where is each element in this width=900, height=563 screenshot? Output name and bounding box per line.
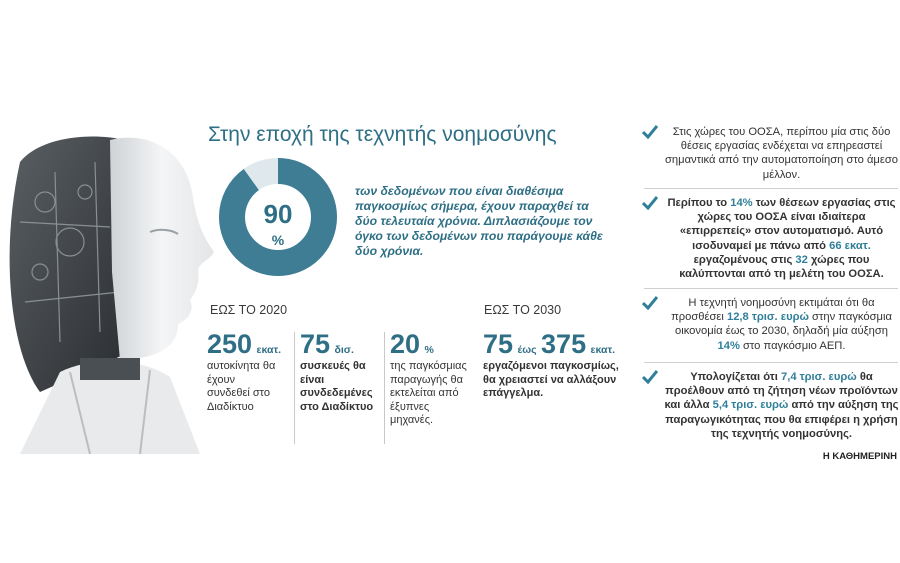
fact-highlight: 7,4 τρισ. ευρώ — [780, 371, 857, 383]
stat-devices — [300, 330, 382, 414]
divider — [384, 332, 385, 444]
stat-cars-unit: εκατ. — [256, 344, 282, 356]
fact-text-part: από την αύξηση της παραγωγικότητας που θα επιφέρει η χρήση της τεχνητής νοημοσύνης. — [665, 399, 899, 440]
fact-item — [642, 196, 900, 281]
fact-text-part: Υπολογίζεται ότι — [690, 371, 781, 383]
divider — [294, 332, 295, 444]
stat-workers-from: 75 — [483, 329, 514, 359]
donut-description: των δεδομένων που είναι διαθέσιμα παγκοσμίως σήμερα, έχουν παραχθεί τα δύο τελευταία χρόνια. Διπλασιάζουμε τον όγκο των δεδομένων που παράγουμε κάθε δύο χρόνια. — [355, 184, 603, 258]
period-2020-label: ΕΩΣ ΤΟ 2020 — [210, 303, 288, 317]
stat-cars-desc: αυτοκίνητα θα έχουν συνδεθεί στο Διαδίκτυο — [207, 360, 276, 413]
period-2030-label: ΕΩΣ ΤΟ 2030 — [484, 303, 562, 317]
stat-workers-desc: εργαζόμενοι παγκοσμίως, θα χρειαστεί να αλλάξουν επάγγελμα. — [483, 360, 619, 399]
fact-highlight: 14% — [717, 339, 740, 352]
stat-devices-value: 75 — [300, 329, 331, 359]
fact-text — [663, 370, 900, 441]
checkmark-icon — [642, 370, 658, 384]
fact-highlight: 14% — [730, 197, 753, 209]
stat-workers — [483, 330, 633, 401]
stat-cars — [207, 330, 287, 414]
fact-text-part: Περίπου το — [667, 197, 731, 209]
stat-production-value: 20 — [390, 329, 421, 359]
checkmark-icon — [642, 296, 658, 310]
stat-workers-unit: εκατ. — [590, 344, 616, 356]
fact-text-part: χώρες που καλύπτονται από τη μελέτη του ΟΟΣΑ. — [679, 253, 884, 281]
fact-text — [663, 196, 900, 281]
fact-text-part: εργαζομένους στις — [693, 253, 796, 266]
donut-unit: % — [271, 232, 285, 248]
fact-text — [663, 296, 900, 353]
fact-highlight: 66 εκατ. — [829, 239, 871, 252]
fact-item — [642, 370, 900, 441]
fact-highlight: 12,8 τρισ. ευρώ — [726, 311, 809, 324]
stat-cars-value: 250 — [207, 329, 253, 359]
robot-head-illustration — [0, 132, 215, 454]
donut-value: 90 — [263, 199, 293, 229]
fact-highlight: 32 — [795, 253, 808, 266]
fact-item — [642, 125, 900, 182]
stat-production-unit: % — [424, 344, 434, 356]
stat-production-desc: της παγκόσμιας παραγωγής θα εκτελείται από έξυπνες μηχανές. — [390, 360, 467, 426]
page-title: Στην εποχή της τεχνητής νοημοσύνης — [208, 123, 557, 146]
stat-devices-desc: συσκευές θα είναι συνδεδεμένες στο Διαδίκτυο — [300, 360, 374, 413]
fact-text-part: Η τεχνητή νοημοσύνη εκτιμάται ότι θα προσθέσει — [671, 297, 875, 324]
fact-text: Στις χώρες του ΟΟΣΑ, περίπου μία στις δύο θέσεις εργασίας ενδέχεται να επηρεαστεί σημαντικά από την αυτοματοποίηση στο άμεσο μέλλον. — [665, 126, 898, 181]
divider — [644, 188, 898, 189]
divider — [644, 362, 898, 363]
divider — [644, 288, 898, 289]
fact-highlight: 5,4 τρισ. ευρώ — [712, 399, 789, 412]
checkmark-icon — [642, 125, 658, 139]
stat-production — [390, 330, 476, 428]
fact-text-part: των θέσεων εργασίας στις χώρες του ΟΟΣΑ είναι ιδιαίτερα «επιρρεπείς» στον αυτοματισμό. Αυτό ισοδυναμεί με πάνω από — [679, 197, 896, 252]
fact-text-part: στην παγκόσμια οικονομία έως το 2030, δηλαδή μία αύξηση — [675, 311, 892, 338]
fact-text-part: θα προέλθουν από τη ζήτηση νέων προϊόντων και άλλα — [664, 371, 898, 412]
stat-workers-to: 375 — [541, 329, 587, 359]
checkmark-icon — [642, 196, 658, 210]
stat-devices-unit: δισ. — [334, 344, 354, 356]
fact-item — [642, 296, 900, 353]
stat-workers-connector: έως — [517, 344, 537, 356]
fact-text-part: στο παγκόσμιο ΑΕΠ. — [739, 339, 846, 352]
publisher-logo: Η ΚΑΘΗΜΕΡΙΝΗ — [822, 451, 897, 462]
